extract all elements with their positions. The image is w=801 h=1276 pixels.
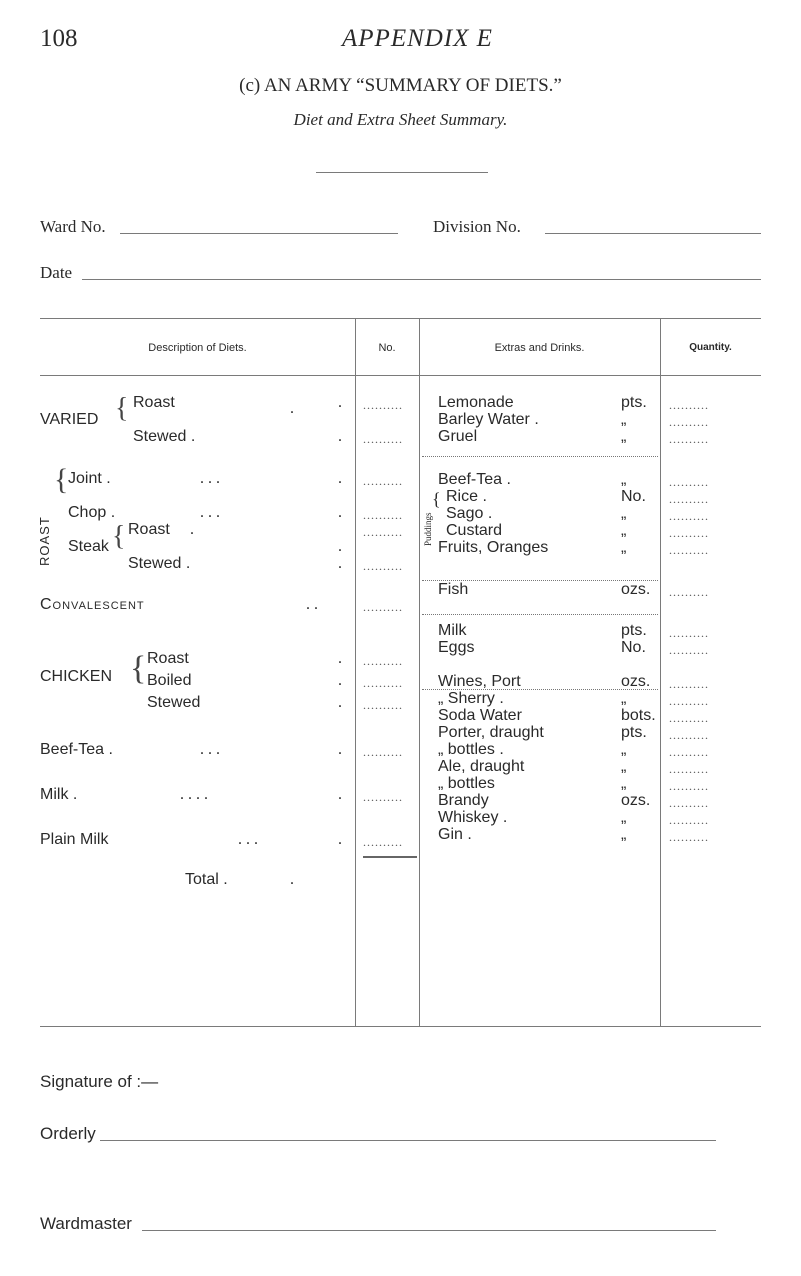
ward-no-line[interactable]: [120, 233, 398, 234]
extra-item-unit: bots.: [621, 707, 656, 724]
quantity-entry[interactable]: ..........: [669, 626, 709, 640]
quantity-entry[interactable]: ..........: [669, 585, 709, 599]
extra-item-name: Whiskey .: [438, 809, 508, 826]
no-entry-convalescent[interactable]: ..........: [363, 600, 403, 614]
no-entry-beef-tea[interactable]: ..........: [363, 745, 403, 759]
quantity-entry[interactable]: ..........: [669, 796, 709, 810]
extra-item-name: Barley Water .: [438, 411, 539, 428]
puddings-brace: {: [432, 489, 441, 509]
wardmaster-label: Wardmaster: [40, 1214, 132, 1233]
ward-no-label: Ward No.: [40, 217, 106, 236]
wardmaster-signature-line[interactable]: [142, 1230, 716, 1231]
extra-item-unit: pts.: [621, 622, 647, 639]
diet-total: Total .: [185, 871, 228, 888]
quantity-entry[interactable]: ..........: [669, 694, 709, 708]
extra-item-unit: No.: [621, 639, 646, 656]
quantity-entry[interactable]: ..........: [669, 475, 709, 489]
col-divider-3: [660, 318, 661, 1026]
form-subtitle: Diet and Extra Sheet Summary.: [293, 110, 508, 129]
orderly-signature-line[interactable]: [100, 1140, 716, 1141]
division-no-line[interactable]: [545, 233, 761, 234]
extra-item-unit: „: [621, 758, 627, 775]
extra-item-name: Lemonade: [438, 394, 514, 411]
table-header-rule: [40, 375, 761, 376]
varied-stewed: Stewed .: [133, 428, 196, 445]
roast-chop: Chop .: [68, 504, 116, 521]
extra-item-unit: „: [621, 505, 627, 522]
quantity-entry[interactable]: ..........: [669, 415, 709, 429]
signature-label: Signature of :—: [40, 1072, 159, 1091]
quantity-entry[interactable]: ..........: [669, 492, 709, 506]
orderly-label: Orderly: [40, 1124, 96, 1143]
extra-item-name: Soda Water: [438, 707, 522, 724]
extra-item-name: „ Sherry .: [438, 690, 504, 707]
varied-label: VARIED: [40, 411, 99, 428]
header-description: Description of Diets.: [148, 342, 247, 354]
no-entry-chop[interactable]: ..........: [363, 508, 403, 522]
diet-convalescent: Convalescent: [40, 596, 145, 613]
no-entry-steak-roast[interactable]: ..........: [363, 525, 403, 539]
extra-item-unit: No.: [621, 488, 646, 505]
extra-item-name: Porter, draught: [438, 724, 544, 741]
col-divider-1: [355, 318, 356, 1026]
no-entry-varied-stewed[interactable]: ..........: [363, 432, 403, 446]
quantity-entry[interactable]: ..........: [669, 677, 709, 691]
roast-steak: Steak: [68, 538, 109, 555]
chicken-label: CHICKEN: [40, 668, 113, 685]
header-no: No.: [378, 342, 396, 354]
extra-item-unit: pts.: [621, 724, 647, 741]
no-entry-milk[interactable]: ..........: [363, 790, 403, 804]
quantity-entry[interactable]: ..........: [669, 762, 709, 776]
no-entry-varied-roast[interactable]: ..........: [363, 398, 403, 412]
running-title: APPENDIX E: [342, 25, 493, 52]
extra-item-unit: „: [621, 471, 627, 488]
no-entry-chicken-boiled[interactable]: ..........: [363, 676, 403, 690]
extra-item-name: „ bottles .: [438, 741, 504, 758]
extra-item-name: Sago .: [446, 505, 493, 522]
diet-milk: Milk .: [40, 786, 78, 803]
extra-item-name: Fish: [438, 581, 469, 598]
no-entry-chicken-stewed[interactable]: ..........: [363, 698, 403, 712]
form-title: (c) AN ARMY “SUMMARY OF DIETS.”: [239, 75, 562, 96]
chicken-roast: Roast: [147, 650, 189, 667]
quantity-entry[interactable]: ..........: [669, 779, 709, 793]
extra-item-name: Ale, draught: [438, 758, 525, 775]
extra-item-unit: „: [621, 826, 627, 843]
no-entry-steak-stewed[interactable]: ..........: [363, 559, 403, 573]
quantity-entry[interactable]: ..........: [669, 745, 709, 759]
chicken-brace: {: [130, 650, 147, 687]
group-divider-3: [422, 614, 658, 615]
extra-item-unit: „: [621, 522, 627, 539]
quantity-entry[interactable]: ..........: [669, 711, 709, 725]
table-bottom-rule: [40, 1026, 761, 1027]
varied-roast: Roast: [133, 394, 175, 411]
quantity-entry[interactable]: ..........: [669, 509, 709, 523]
quantity-entry[interactable]: ..........: [669, 543, 709, 557]
header-extras: Extras and Drinks.: [494, 342, 585, 354]
extra-item-name: Eggs: [438, 639, 475, 656]
steak-stewed: Stewed .: [128, 555, 191, 572]
date-line[interactable]: [82, 279, 761, 280]
extra-item-name: Brandy: [438, 792, 489, 809]
steak-roast: Roast: [128, 521, 170, 538]
extra-item-name: Milk: [438, 622, 467, 639]
extra-item-unit: pts.: [621, 394, 647, 411]
extra-item-unit: ozs.: [621, 792, 651, 809]
diet-plain-milk: Plain Milk: [40, 831, 109, 848]
extra-item-unit: „: [621, 411, 627, 428]
header-quantity: Quantity.: [689, 342, 732, 353]
extra-item-name: Fruits, Oranges: [438, 539, 549, 556]
extra-item-unit: ozs.: [621, 673, 651, 690]
no-entry-chicken-roast[interactable]: ..........: [363, 654, 403, 668]
quantity-entry[interactable]: ..........: [669, 526, 709, 540]
group-divider-1: [422, 456, 658, 457]
quantity-entry[interactable]: ..........: [669, 398, 709, 412]
chicken-stewed: Stewed: [147, 694, 201, 711]
puddings-label: Puddings: [423, 512, 433, 546]
extra-item-name: Wines, Port: [438, 673, 521, 690]
varied-brace: {: [115, 393, 129, 424]
extra-item-name: Beef-Tea .: [438, 471, 511, 488]
quantity-entry[interactable]: ..........: [669, 813, 709, 827]
extra-item-unit: „: [621, 539, 627, 556]
page-number: 108: [40, 25, 78, 52]
extra-item-name: Rice .: [446, 488, 487, 505]
extra-item-unit: „: [621, 809, 627, 826]
roast-brace: {: [54, 463, 69, 496]
extra-item-name: Gin .: [438, 826, 472, 843]
quantity-entry[interactable]: ..........: [669, 728, 709, 742]
extra-item-unit: „: [621, 775, 627, 792]
extra-item-unit: „: [621, 741, 627, 758]
date-label: Date: [40, 263, 73, 282]
no-entry-plain-milk[interactable]: ..........: [363, 835, 403, 849]
title-rule: [316, 172, 488, 173]
extra-item-unit: ozs.: [621, 581, 651, 598]
no-entry-joint[interactable]: ..........: [363, 474, 403, 488]
table-top-rule: [40, 318, 761, 319]
quantity-entry[interactable]: ..........: [669, 643, 709, 657]
diet-beef-tea: Beef-Tea .: [40, 741, 113, 758]
extra-item-name: Custard: [446, 522, 503, 539]
col-divider-2: [419, 318, 420, 1026]
extra-item-unit: „: [621, 690, 627, 707]
extra-item-unit: „: [621, 428, 627, 445]
roast-label: ROAST: [37, 516, 52, 566]
division-no-label: Division No.: [433, 217, 521, 236]
total-rule: [363, 856, 417, 858]
extra-item-name: „ bottles: [438, 775, 495, 792]
quantity-entry[interactable]: ..........: [669, 830, 709, 844]
extra-item-name: Gruel: [438, 428, 478, 445]
roast-joint: Joint .: [68, 470, 111, 487]
steak-brace: {: [112, 521, 126, 552]
chicken-boiled: Boiled: [147, 672, 192, 689]
quantity-entry[interactable]: ..........: [669, 432, 709, 446]
